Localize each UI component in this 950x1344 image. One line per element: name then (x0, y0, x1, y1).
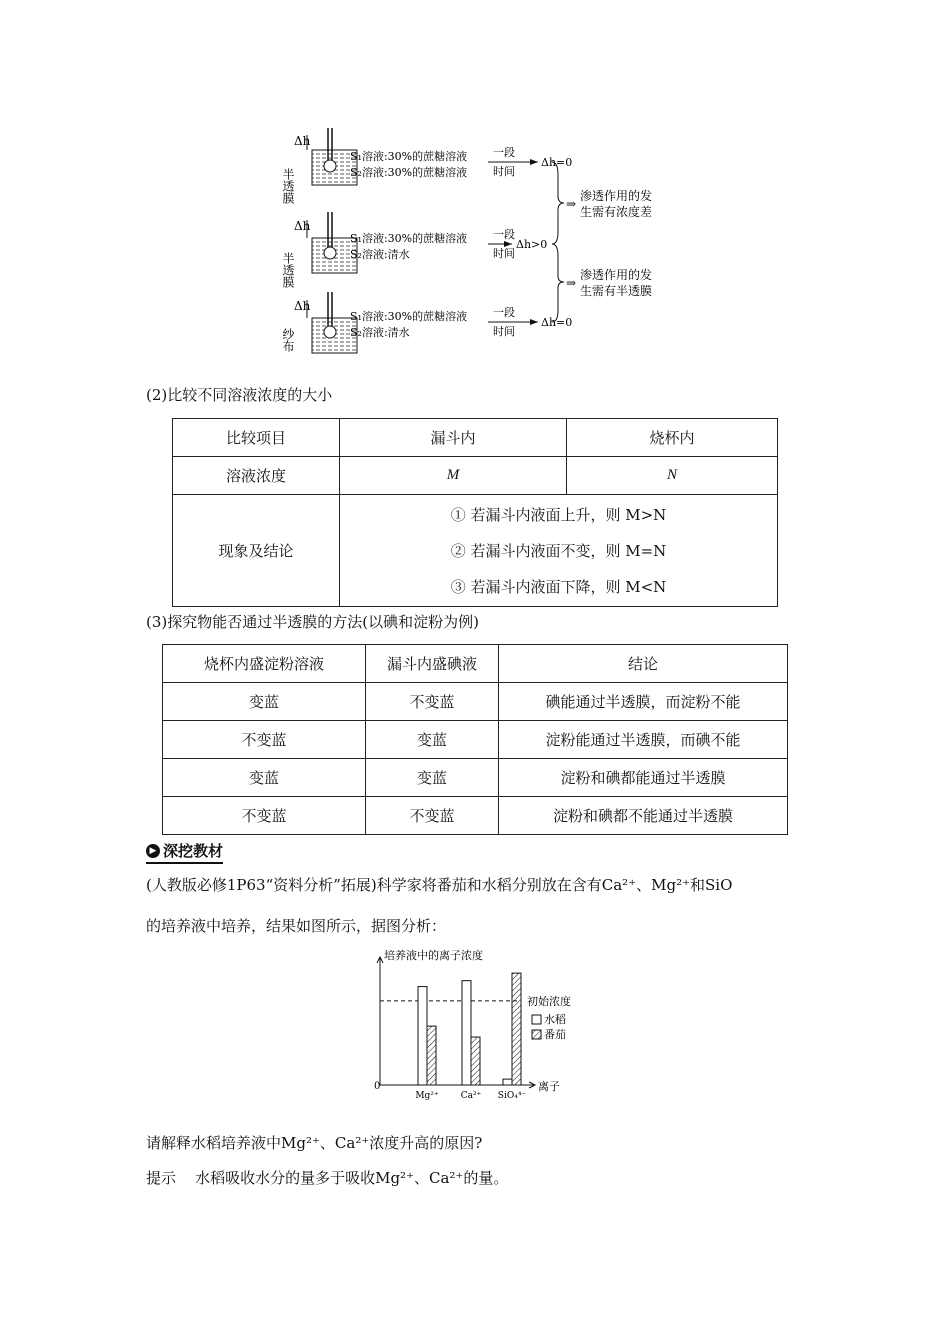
concentration-table (172, 418, 778, 607)
table-cell: 淀粉和碘都能通过半透膜 (499, 759, 788, 797)
s2-label: S₂溶液:清水 (350, 326, 410, 339)
conclusion-line: ③ 若漏斗内液面下降，则 M<N (450, 577, 667, 596)
hint-text: 水稻吸收水分的量多于吸收Mg²⁺、Ca²⁺的量。 (195, 1169, 509, 1187)
permeability-table (162, 644, 788, 835)
section-3-title: (3)探究物能否通过半透膜的方法(以碘和淀粉为例) (146, 613, 479, 631)
conclusion-2b: 生需有半透膜 (580, 284, 653, 298)
table-cell: 淀粉能通过半透膜，而碘不能 (499, 721, 788, 759)
bar-rice (462, 981, 471, 1085)
table-cell: 碘能通过半透膜，而淀粉不能 (499, 683, 788, 721)
implies-2: ⇒ (566, 276, 577, 290)
arrow-bottom-label: 时间 (493, 325, 515, 338)
y-axis-label: 培养液中的离子浓度 (384, 949, 483, 962)
table-cell: 变蓝 (366, 759, 499, 797)
implies-1: ⇒ (566, 197, 577, 211)
brace-1 (552, 162, 564, 244)
s1-label: S₁溶液:30%的蔗糖溶液 (350, 150, 468, 163)
conclusion-2a: 渗透作用的发 (580, 268, 653, 282)
arrow-top-label: 一段 (493, 146, 515, 159)
play-icon: ▶ (146, 844, 160, 858)
bar-tomato (427, 1026, 436, 1085)
funnel (324, 326, 336, 338)
arrow-bottom-label: 时间 (493, 165, 515, 178)
intro-paragraph-line2: 的培养液中培养，结果如图所示，据图分析： (146, 917, 447, 935)
x-axis-label: 离子 (538, 1080, 560, 1093)
delta-h-label: Δh (294, 134, 311, 148)
section-tag (146, 840, 223, 864)
bar-rice (503, 1079, 512, 1085)
result-label: Δh=0 (541, 156, 573, 169)
row-label: 现象及结论 (173, 495, 340, 607)
legend-swatch (532, 1015, 541, 1024)
conclusion-1a: 渗透作用的发 (580, 189, 653, 203)
header-cell: 漏斗内盛碘液 (366, 645, 499, 683)
osmosis-row-1 (281, 128, 572, 204)
conclusion-1b: 生需有浓度差 (580, 205, 653, 219)
s2-label: S₂溶液:清水 (350, 248, 410, 261)
table-cell: 变蓝 (163, 683, 366, 721)
table-cell: 不变蓝 (163, 721, 366, 759)
header-cell: 结论 (499, 645, 788, 683)
result-label: Δh>0 (516, 238, 548, 251)
conclusion-cell (340, 495, 778, 607)
funnel-concentration: M (340, 457, 567, 495)
table-cell: 变蓝 (163, 759, 366, 797)
conclusion-line: ① 若漏斗内液面上升，则 M>N (450, 505, 667, 524)
header-cell: 烧杯内盛淀粉溶液 (163, 645, 366, 683)
arrow-top-label: 一段 (493, 228, 515, 241)
s1-label: S₁溶液:30%的蔗糖溶液 (350, 310, 468, 323)
intro-paragraph-line1: (人教版必修1P63“资料分析”拓展)科学家将番茄和水稻分别放在含有Ca²⁺、Mg²⁺和SiO (146, 876, 733, 894)
membrane-label: 半透膜 (281, 168, 295, 204)
beaker-concentration: N (567, 457, 778, 495)
conclusion-line: ② 若漏斗内液面不变，则 M=N (450, 541, 667, 560)
hint-label: 提示 (146, 1169, 177, 1187)
funnel (324, 160, 336, 172)
result-label: Δh=0 (541, 316, 573, 329)
table-cell: 不变蓝 (163, 797, 366, 835)
s1-label: S₁溶液:30%的蔗糖溶液 (350, 232, 468, 245)
header-cell: 漏斗内 (340, 419, 567, 457)
category-label: SiO₄⁴⁻ (497, 1091, 527, 1101)
category-label: Mg²⁺ (415, 1091, 439, 1101)
arrow-bottom-label: 时间 (493, 247, 515, 260)
table-cell: 淀粉和碘都不能通过半透膜 (499, 797, 788, 835)
section-2-title: (2)比较不同溶液浓度的大小 (146, 386, 333, 404)
category-label: Ca²⁺ (460, 1091, 482, 1101)
section-tag-label: 深挖教材 (163, 842, 224, 860)
delta-h-label: Δh (294, 299, 311, 313)
question-text: 请解释水稻培养液中Mg²⁺、Ca²⁺浓度升高的原因? (146, 1134, 483, 1152)
table-cell: 不变蓝 (366, 797, 499, 835)
row-label: 溶液浓度 (173, 457, 340, 495)
initial-concentration-label: 初始浓度 (527, 994, 571, 1008)
ion-concentration-chart (360, 945, 610, 1105)
legend-label: 水稻 (544, 1013, 566, 1026)
table-cell: 不变蓝 (366, 683, 499, 721)
hint-line (146, 1168, 508, 1188)
funnel (324, 247, 336, 259)
osmosis-row-2 (281, 212, 547, 288)
origin-label: 0 (374, 1081, 381, 1092)
gauze-label: 纱布 (281, 328, 295, 352)
table-cell: 变蓝 (366, 721, 499, 759)
s2-label: S₂溶液:30%的蔗糖溶液 (350, 166, 468, 179)
bar-rice (418, 987, 427, 1085)
brace-2 (552, 244, 564, 322)
membrane-label: 半透膜 (281, 252, 295, 288)
osmosis-diagram (280, 120, 680, 355)
arrow-top-label: 一段 (493, 306, 515, 319)
header-cell: 烧杯内 (567, 419, 778, 457)
osmosis-row-3 (281, 292, 572, 353)
bar-tomato (512, 973, 521, 1085)
legend-swatch (532, 1030, 541, 1039)
delta-h-label: Δh (294, 219, 311, 233)
bar-tomato (471, 1037, 480, 1085)
header-cell: 比较项目 (173, 419, 340, 457)
legend-label: 番茄 (544, 1028, 566, 1041)
